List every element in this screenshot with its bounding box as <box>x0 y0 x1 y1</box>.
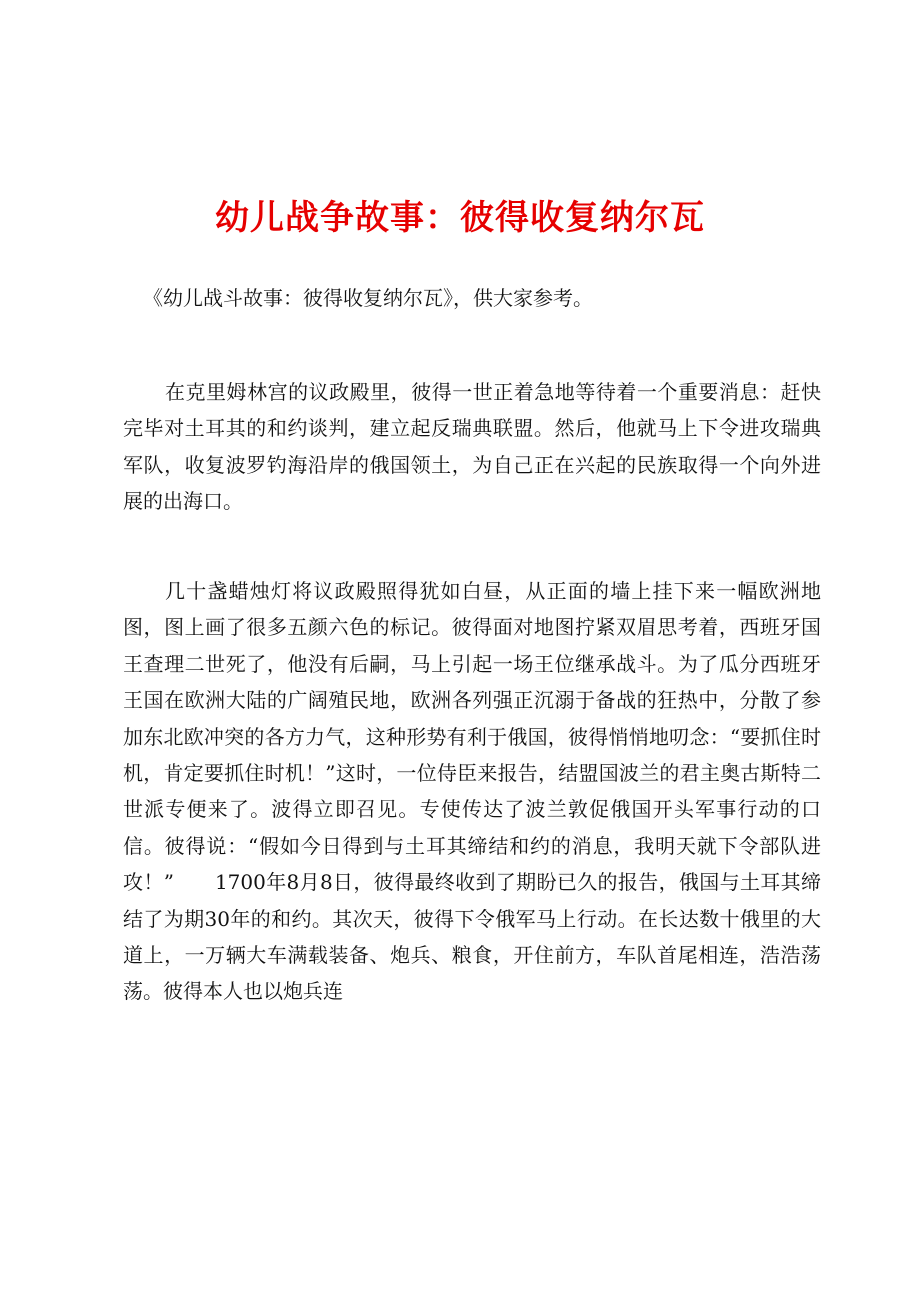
document-title: 幼儿战争故事：彼得收复纳尔瓦 <box>215 198 705 238</box>
intro-line: 《幼儿战斗故事：彼得收复纳尔瓦》，供大家参考。 <box>143 286 593 310</box>
body-paragraph-2: 几十盏蜡烛灯将议政殿照得犹如白昼，从正面的墙上挂下来一幅欧洲地图，图上画了很多五颜六色的标记。彼得面对地图拧紧双眉思考着，西班牙国王查理二世死了，他没有后嗣，马上引起一场王位继承战斗。为了瓜分西班牙王国在欧洲大陆的广阔殖民地，欧洲各列强正沉溺于备战的狂热中，分散了参加东北欧冲突的各方力气，这种形势有利于俄国，彼得悄悄地叨念：“要抓住时机，肯定要抓住时机！”这时，一位侍臣来报告，结盟国波兰的君主奥古斯特二世派专便来了。波得立即召见。专使传达了波兰敦促俄国开头军事行动的口信。彼得说：“假如今日得到与土耳其缔结和约的消息，我明天就下令部队进攻！” 1700年8月8日，彼得最终收到了期盼已久的报告，俄国与土耳其缔结了为期30年的和约。其次天，彼得下令俄军马上行动。在长达数十俄里的大道上，一万辆大车满载装备、炮兵、粮食，开住前方，车队首尾相连，浩浩荡荡。彼得本人也以炮兵连 <box>123 579 821 1004</box>
body-paragraph-1: 在克里姆林宫的议政殿里，彼得一世正着急地等待着一个重要消息：赶快完毕对土耳其的和约谈判，建立起反瑞典联盟。然后，他就马上下令进攻瑞典军队，收复波罗钓海沿岸的俄国领土，为自己正在兴起的民族取得一个向外进展的出海口。 <box>123 380 821 514</box>
